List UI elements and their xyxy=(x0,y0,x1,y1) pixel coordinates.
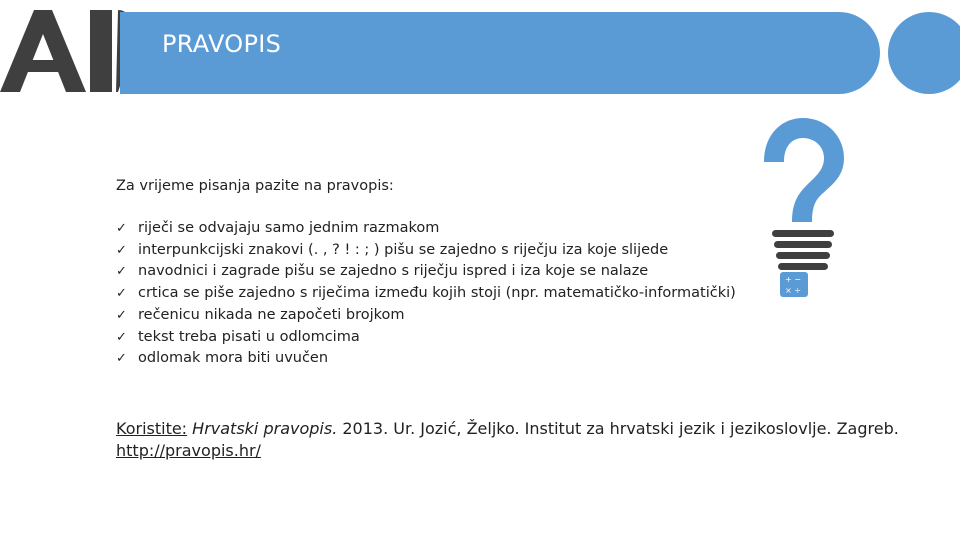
list-item xyxy=(116,261,736,283)
check-icon: ✓ xyxy=(116,242,127,258)
check-icon: ✓ xyxy=(116,351,127,367)
list-item xyxy=(116,240,736,262)
reference xyxy=(116,418,916,462)
list-item-text: crtica se piše zajedno s riječima između kojih stoji (npr. matematičko-informatički) xyxy=(138,285,736,302)
decorative-circle xyxy=(888,12,960,94)
reference-details: 2013. Ur. Jozić, Željko. Institut za hrvatski jezik i jezikoslovlje. Zagreb. xyxy=(337,419,899,438)
list-item-text: rečenicu nikada ne započeti brojkom xyxy=(138,306,405,323)
ai-logo xyxy=(0,0,140,100)
list-item-text: riječi se odvajaju samo jednim razmakom xyxy=(138,220,440,236)
check-icon: ✓ xyxy=(116,329,127,345)
svg-text:+ −: + − xyxy=(785,275,801,284)
question-bulb-icon xyxy=(758,114,848,304)
list-item xyxy=(116,218,736,240)
intro-text: Za vrijeme pisanja pazite na pravopis: xyxy=(116,178,394,194)
check-icon: ✓ xyxy=(116,307,127,323)
check-icon: ✓ xyxy=(116,286,127,302)
list-item xyxy=(116,327,736,349)
reference-book-title: Hrvatski pravopis. xyxy=(192,419,338,438)
svg-text:× ÷: × ÷ xyxy=(785,286,801,295)
reference-label: Koristite: xyxy=(116,419,188,438)
reference-link[interactable]: http://pravopis.hr/ xyxy=(116,441,261,460)
page-title: PRAVOPIS xyxy=(162,30,282,58)
list-item-text: odlomak mora biti uvučen xyxy=(138,350,329,367)
list-item xyxy=(116,283,736,305)
check-icon: ✓ xyxy=(116,221,127,236)
list-item-text: tekst treba pisati u odlomcima xyxy=(138,328,360,345)
list-item xyxy=(116,305,736,327)
check-icon: ✓ xyxy=(116,264,127,280)
list-item xyxy=(116,348,736,370)
checklist xyxy=(116,218,736,370)
list-item-text: navodnici i zagrade pišu se zajedno s riječju ispred i iza koje se nalaze xyxy=(138,263,649,280)
list-item-text: interpunkcijski znakovi (. , ? ! : ; ) pišu se zajedno s riječju iza koje slijede xyxy=(138,241,669,258)
